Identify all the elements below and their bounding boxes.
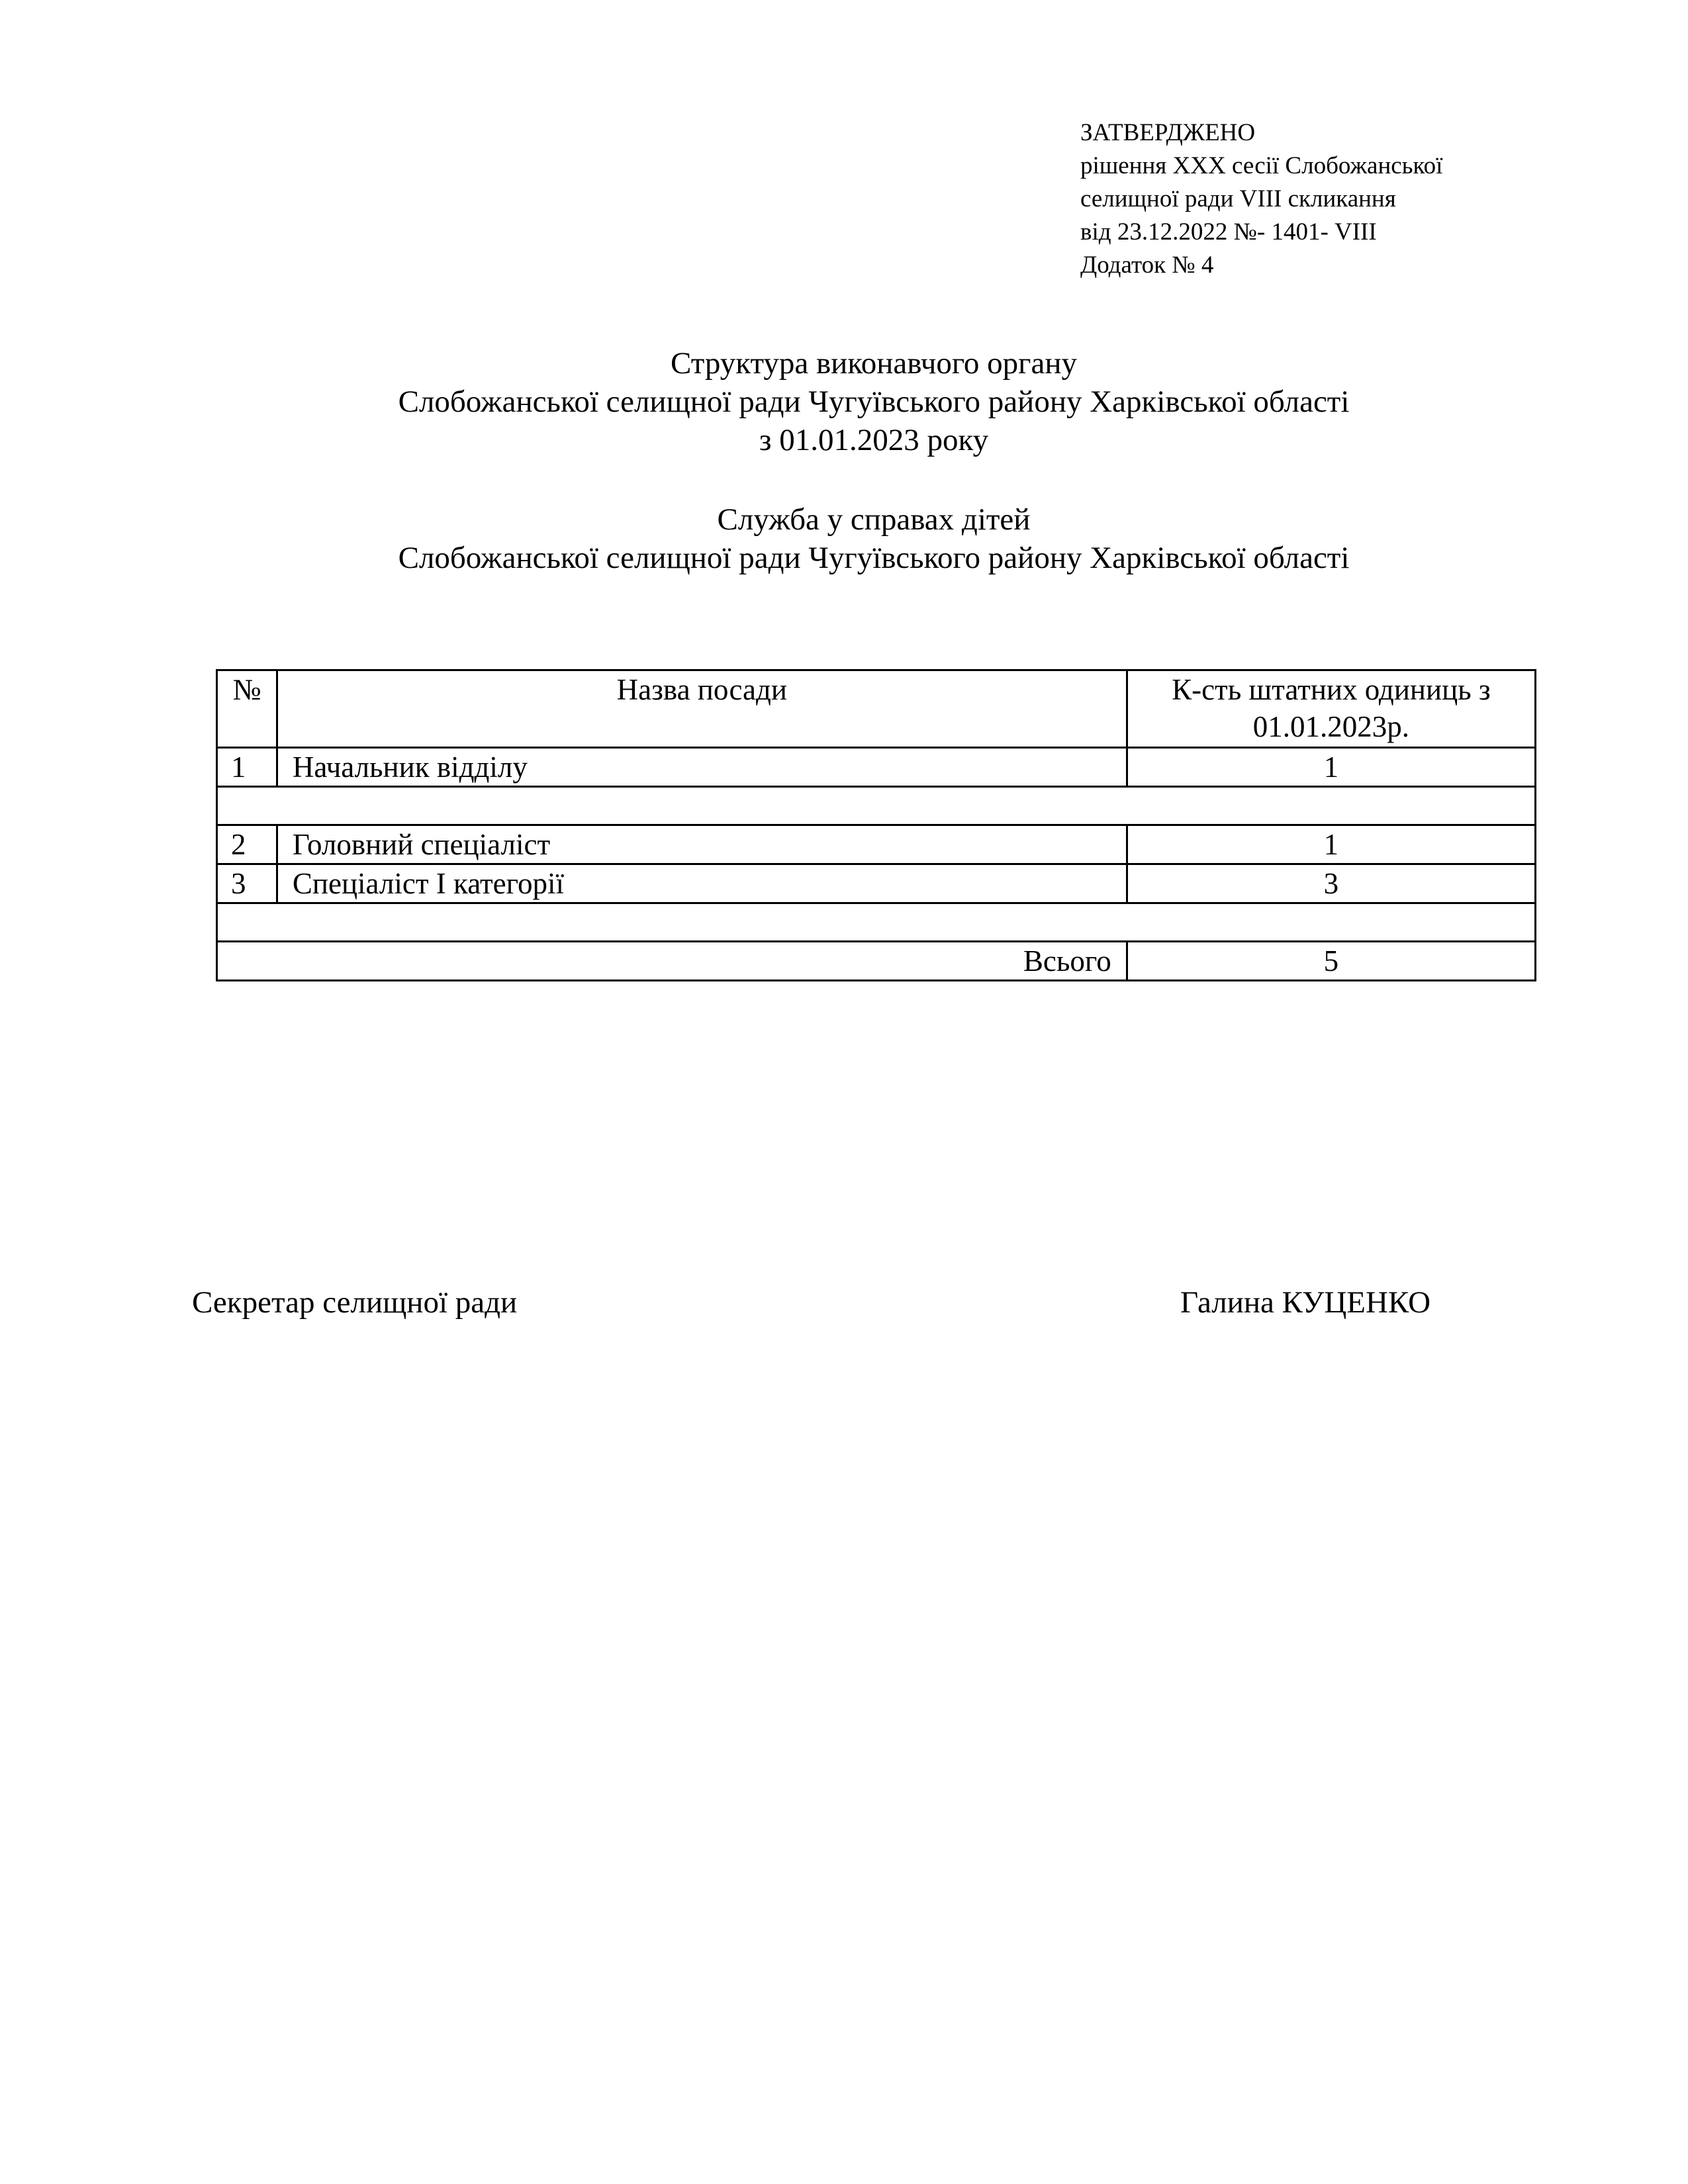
empty-cell bbox=[217, 787, 1536, 825]
table-empty-row bbox=[217, 787, 1536, 825]
table-row bbox=[217, 864, 1536, 903]
header-position-name: Назва посади bbox=[277, 670, 1127, 748]
header-number: № bbox=[217, 670, 277, 748]
row-position-name: Головний спеціаліст bbox=[277, 825, 1127, 864]
approval-stamp bbox=[1080, 116, 1442, 282]
row-number: 3 bbox=[217, 864, 277, 903]
table-row bbox=[217, 825, 1536, 864]
row-number: 1 bbox=[217, 748, 277, 787]
approval-council: селищної ради VIII скликання bbox=[1080, 185, 1396, 212]
approval-decision: рішення ХХХ сесії Слобожанської bbox=[1080, 152, 1443, 179]
table-total-row bbox=[217, 942, 1536, 981]
title-date: з 01.01.2023 року bbox=[759, 423, 989, 457]
staff-table bbox=[216, 669, 1536, 981]
row-staff-count: 1 bbox=[1127, 748, 1535, 787]
row-staff-count: 1 bbox=[1127, 825, 1535, 864]
title-structure: Структура виконавчого органу bbox=[671, 346, 1077, 381]
total-label: Всього bbox=[217, 942, 1127, 981]
empty-cell bbox=[217, 903, 1536, 942]
signature-position: Секретар селищної ради bbox=[192, 1285, 518, 1320]
approval-appendix: Додаток № 4 bbox=[1080, 251, 1214, 279]
approval-heading: ЗАТВЕРДЖЕНО bbox=[1080, 119, 1256, 146]
table-header-row bbox=[217, 670, 1536, 748]
approval-date-number: від 23.12.2022 №- 1401- VIII bbox=[1080, 218, 1377, 246]
signature-name: Галина КУЦЕНКО bbox=[1180, 1285, 1431, 1320]
title-block bbox=[0, 344, 1688, 577]
title-council: Слобожанської селищної ради Чугуївського району Харківської області bbox=[398, 385, 1350, 419]
total-value: 5 bbox=[1127, 942, 1535, 981]
row-position-name: Начальник відділу bbox=[277, 748, 1127, 787]
table-row bbox=[217, 748, 1536, 787]
row-number: 2 bbox=[217, 825, 277, 864]
subtitle-council: Слобожанської селищної ради Чугуївського району Харківської області bbox=[398, 541, 1350, 575]
row-staff-count: 3 bbox=[1127, 864, 1535, 903]
header-staff-count: К-сть штатних одиниць з 01.01.2023р. bbox=[1127, 670, 1535, 748]
subtitle-service: Служба у справах дітей bbox=[717, 502, 1031, 537]
row-position-name: Спеціаліст І категорії bbox=[277, 864, 1127, 903]
table-empty-row bbox=[217, 903, 1536, 942]
